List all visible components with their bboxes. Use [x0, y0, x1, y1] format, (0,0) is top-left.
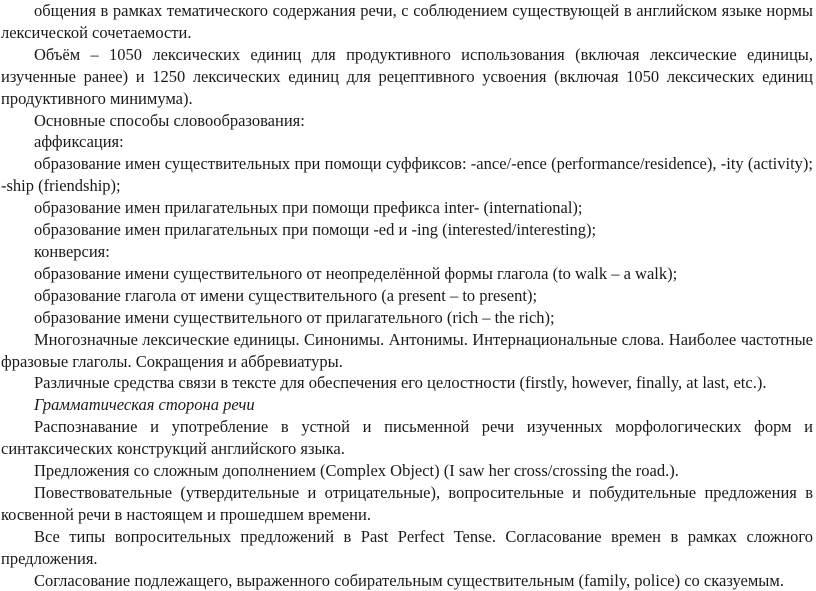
paragraph-affixation: аффиксация: [34, 132, 124, 152]
paragraph-past-perfect: Все типы вопросительных предложений в Past Perfect Tense. Согласование времен в рамках сложного предложения. [1, 526, 813, 568]
paragraph-noun-suffixes: образование имен существительных при помощи суффиксов: -ance/-ence (performance/residence), -ity (activity); -ship (friendship); [1, 154, 813, 196]
paragraph-adjective-ed-ing: образование имен прилагательных при помощи -ed и -ing (interested/interesting); [34, 220, 597, 240]
paragraph-word-formation-heading: Основные способы словообразования: [34, 110, 305, 130]
paragraph-cohesion-devices: Различные средства связи в тексте для обеспечения его целостности (firstly, however, finally, at last, etc.). [34, 373, 767, 393]
paragraph-continuation: общения в рамках тематического содержания речи, с соблюдением существующей в английском языке нормы лексической сочетаемости. [1, 1, 813, 42]
paragraph-verb-from-noun: образование глагола от имени существительного (a present – to present); [34, 285, 538, 305]
paragraph-adjective-prefix: образование имен прилагательных при помощи префикса inter- (international); [34, 198, 583, 218]
paragraph-noun-from-verb: образование имени существительного от неопределённой формы глагола (to walk – a walk); [34, 263, 678, 283]
paragraph-noun-from-adjective: образование имени существительного от прилагательного (rich – the rich); [34, 307, 555, 327]
paragraph-reported-speech: Повествовательные (утвердительные и отрицательные), вопросительные и побудительные предложения в косвенной речи в настоящем и прошедшем времени. [1, 482, 813, 524]
paragraph-grammar-recognition: Распознавание и употребление в устной и письменной речи изученных морфологических форм и синтаксических конструкций английского языка. [1, 417, 813, 459]
paragraph-complex-object: Предложения со сложным дополнением (Complex Object) (I saw her cross/crossing the road.). [34, 461, 679, 481]
paragraph-conversion: конверсия: [34, 241, 110, 261]
paragraph-polysemous-units: Многозначные лексические единицы. Синонимы. Антонимы. Интернациональные слова. Наиболее частотные фразовые глаголы. Сокращения и аббревиатуры. [1, 329, 813, 371]
paragraph-vocabulary-volume: Объём – 1050 лексических единиц для продуктивного использования (включая лексические единицы, изученные ранее) и 1250 лексических единиц для рецептивного усвоения (включая 1050 лексических единиц продуктивного минимума). [1, 44, 813, 108]
section-heading-grammar: Грамматическая сторона речи [34, 395, 255, 415]
paragraph-subject-agreement: Согласование подлежащего, выраженного собирательным существительным (family, police) со сказуемым. [34, 570, 784, 590]
